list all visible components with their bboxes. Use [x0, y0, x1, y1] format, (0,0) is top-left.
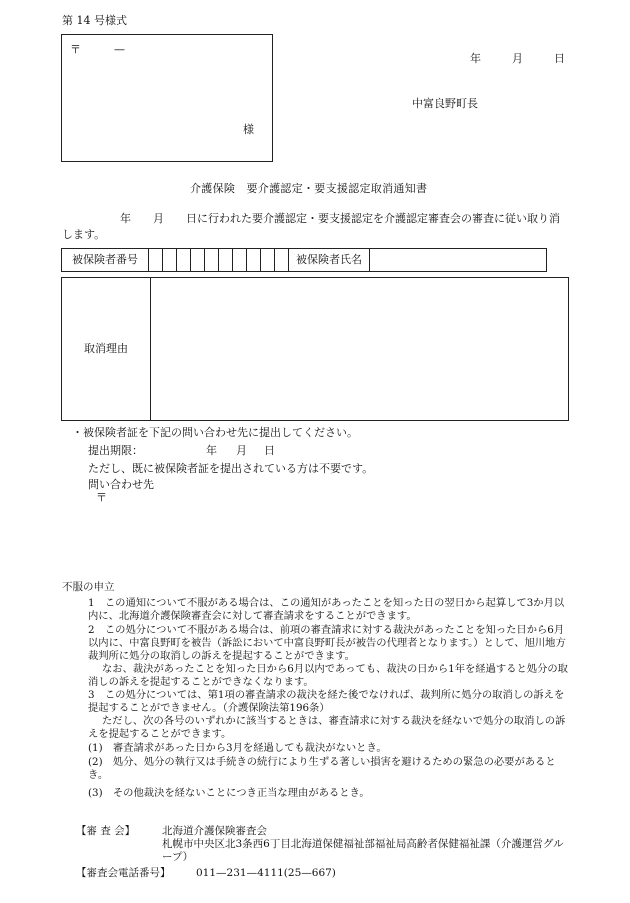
honorific: 様 — [243, 123, 254, 136]
submission-exemption: ただし、既に被保険者証を提出されている方は不要です。 — [88, 462, 374, 475]
issuer: 中富良野町長 — [412, 97, 478, 110]
objection-item-3: 3 この処分については、第1項の審査請求の裁決を経た後でなければ、裁判所に処分の取消しの訴えを提起することができません。（介護保険法第196条） — [88, 689, 565, 714]
review-board-label: 【審 査 会】 — [76, 825, 136, 837]
number-cell — [247, 249, 261, 272]
objection-subitem-1: (1) 審査請求があった日から3月を経過しても裁決がないとき。 — [88, 742, 387, 754]
number-cell — [233, 249, 247, 272]
objection-subitem-3: (3) その他裁決を経ないことにつき正当な理由があるとき。 — [88, 787, 370, 799]
insured-name-value — [370, 249, 547, 272]
inquiry-postal-mark: 〒 — [96, 491, 107, 504]
objection-heading: 不服の申立 — [62, 581, 115, 593]
number-cell — [261, 249, 275, 272]
deadline-day: 日 — [264, 444, 275, 457]
objection-item-2-note: なお、裁決があったことを知った日から6月以内であっても、裁決の日から1年を経過すると処分の取消しの訴えを提起することができなくなります。 — [88, 663, 568, 688]
objection-item-1: 1 この通知について不服がある場合は、この通知があったことを知った日の翌日から起算して3か月以内に、北海道介護保険審査会に対して審査請求をすることができます。 — [88, 597, 565, 622]
form-number: 第 14 号様式 — [62, 14, 127, 27]
number-cell — [275, 249, 289, 272]
cancellation-reason-label: 取消理由 — [62, 278, 151, 420]
number-cell — [219, 249, 233, 272]
intro-text: 年 月 日に行われた要介護認定・要支援認定を介護認定審査会の審査に従い取り消します。 — [62, 212, 560, 241]
document-title: 介護保険 要介護認定・要支援認定取消通知書 — [190, 182, 428, 195]
number-cell — [191, 249, 205, 272]
date-year: 年 — [470, 52, 481, 65]
review-board-phone: 011—231—4111(25—667) — [196, 867, 336, 879]
deadline-year: 年 — [206, 444, 217, 457]
issue-date — [470, 52, 565, 67]
review-board-name: 北海道介護保険審査会 — [162, 825, 267, 837]
objection-item-2: 2 この処分について不服がある場合は、前項の審査請求に対する裁決があったことを知った日から6月以内に、中富良野町を被告（訴訟において中富良野町長が被告の代理者となります。）として、旭川地方裁判所に処分の取消しの訴えを提起することができます。 — [88, 624, 566, 662]
cancellation-reason-box — [61, 277, 569, 421]
number-cell — [149, 249, 163, 272]
submission-instruction: ・被保険者証を下記の問い合わせ先に提出してください。 — [72, 426, 358, 439]
insured-number-label: 被保険者番号 — [62, 249, 149, 272]
postal-mark: 〒 — [70, 43, 81, 56]
insured-name-label: 被保険者氏名 — [289, 249, 370, 272]
objection-subitem-2: (2) 処分、処分の執行又は手続きの続行により生ずる著しい損害を避けるための緊急の必要があるとき。 — [88, 756, 556, 781]
deadline-month: 月 — [236, 444, 247, 457]
review-board-phone-label: 【審査会電話番号】 — [76, 867, 171, 879]
date-month: 月 — [512, 52, 523, 65]
objection-item-3-note: ただし、次の各号のいずれかに該当するときは、審査請求に対する裁決を経ないで処分の取消しの訴えを提起することができます。 — [88, 715, 566, 740]
review-board-address: 札幌市中央区北3条西6丁目北海道保健福祉部福祉局高齢者保健福祉課（介護運営グループ） — [162, 838, 564, 863]
number-cell — [163, 249, 177, 272]
inquiry-label: 問い合わせ先 — [88, 478, 154, 491]
date-day: 日 — [554, 52, 565, 65]
number-cell — [177, 249, 191, 272]
insured-info-table — [61, 248, 547, 272]
postal-dash: — — [114, 43, 125, 56]
recipient-address-box — [61, 34, 273, 162]
number-cell — [205, 249, 219, 272]
deadline-label: 提出期限： — [88, 444, 143, 457]
